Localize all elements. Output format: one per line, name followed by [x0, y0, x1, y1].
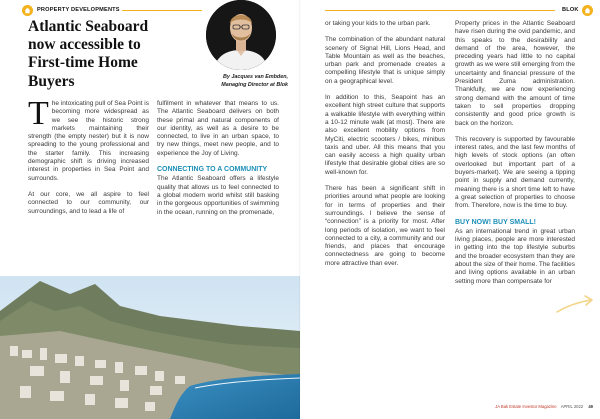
paragraph: or taking your kids to the urban park.: [325, 20, 431, 27]
home-icon: [582, 5, 593, 16]
column-3: [325, 20, 445, 276]
paragraph: As an international trend in great urban living places, people are more interested in getting into the top lifestyle suburbs and the broader ecosystem than they are about the size of their home. The facilities and living options available in an urban setting more than compensate for: [455, 227, 575, 285]
paragraph: In addition to this, Seapoint has an excellent high street culture that supports a walkable lifestyle with everything within a 10-12 minute walk (at most). There are also excellent mobility options from MyCiti, electric scooters / bikes, minibus taxis and uber. All this means that you can easily access a high quality urban lifestyle that desirable global cities are so well-known for.: [325, 94, 445, 176]
author-portrait: [206, 0, 276, 70]
footer-issue: APRIL 2022: [560, 404, 584, 409]
byline: [188, 74, 288, 89]
article-title: Atlantic Seaboard now accessible to First-time Home Buyers: [28, 18, 149, 90]
page-gutter: [299, 0, 301, 419]
header-rule-right: [325, 10, 555, 11]
header-rule-left: [122, 10, 202, 11]
page-number: 49: [588, 404, 593, 409]
column-4: [455, 20, 575, 294]
section-label-right: BLOK: [562, 7, 579, 13]
paragraph: At our core, we all aspire to feel connected to our community, our surroundings, and to lead a life of: [28, 190, 149, 215]
intro-paragraph: [28, 95, 149, 183]
subheading-buy-now: BUY NOW! BUY SMALL!: [455, 218, 537, 226]
byline-name: By Jacques van Embden,: [222, 74, 288, 80]
footer-magazine: JA Bak Estate Investor Magazine: [495, 404, 557, 409]
arrow-decoration-icon: [553, 290, 598, 330]
home-icon: [22, 5, 33, 16]
drop-cap: T: [28, 95, 49, 132]
page-footer: [495, 404, 593, 409]
paragraph: The combination of the abundant natural scenery of Signal Hill, Lions Head, and Table Mountain as well as the beaches, urban park and promenade creates a compelling lifestyle that is unique simply on a geographical level.: [325, 36, 445, 85]
paragraph: There has been a significant shift in priorities around what people are looking for in terms of properties and their surroundings. I believe the sense of “connection” is a priority for most. After long periods of isolation, we want to feel connected to a city, a community and our friends, and places that encourage connectedness are going to become more attractive than ever.: [325, 185, 445, 267]
byline-role: Managing Director at Blok: [221, 81, 288, 88]
subheading-community: CONNECTING TO A COMMUNITY: [157, 166, 268, 174]
column-2: [157, 100, 279, 225]
paragraph: This recovery is supported by favourable interest rates, and the last few months of high levels of stock options (an often overlooked but important part of a buyers-market). We are seeing a tipping point in supply and demand currently, meaning there is a short time left to have a great selection of properties to choose from. Therefore, now is the time to buy.: [455, 135, 575, 210]
coastline-photo: [0, 276, 300, 419]
paragraph: Property prices in the Atlantic Seaboard have risen during the ovid pandemic, and this speaks to the desirability and demand of the area, however, the preceding years had little to no capital growth as we were still emerging from the uncertainty and financial pressure of the President Zuma administration. Thankfully, we are now experiencing strong demand with the amount of time taken to sell properties dropping consistently and good price growth is back on the horizon.: [455, 20, 575, 127]
section-label-left: PROPERTY DEVELOPMENTS: [37, 7, 120, 13]
column-1: [28, 95, 149, 224]
paragraph: fulfilment in whatever that means to us. The Atlantic Seaboard delivers on both these primal and natural components of our identity, as well as a desire to be connected, to live in an urban space, to try new things, meet new people, and to experience the Joy of Living.: [157, 100, 279, 157]
paragraph: The Atlantic Seaboard offers a lifestyle quality that allows us to feel connected to a global modern world whilst still basking in the gorgeous opportunities of swimming in the ocean, running on the promenade,: [157, 175, 279, 216]
intro-text: he intoxicating pull of Sea Point is becoming more widespread as we see the historic strong markets maintaining their strength (the empty nester) but it is now spreading to the young professional and the starter family. This increasing demographic shift is driving increased interest in properties in Sea Point and surrounds.: [28, 100, 149, 182]
